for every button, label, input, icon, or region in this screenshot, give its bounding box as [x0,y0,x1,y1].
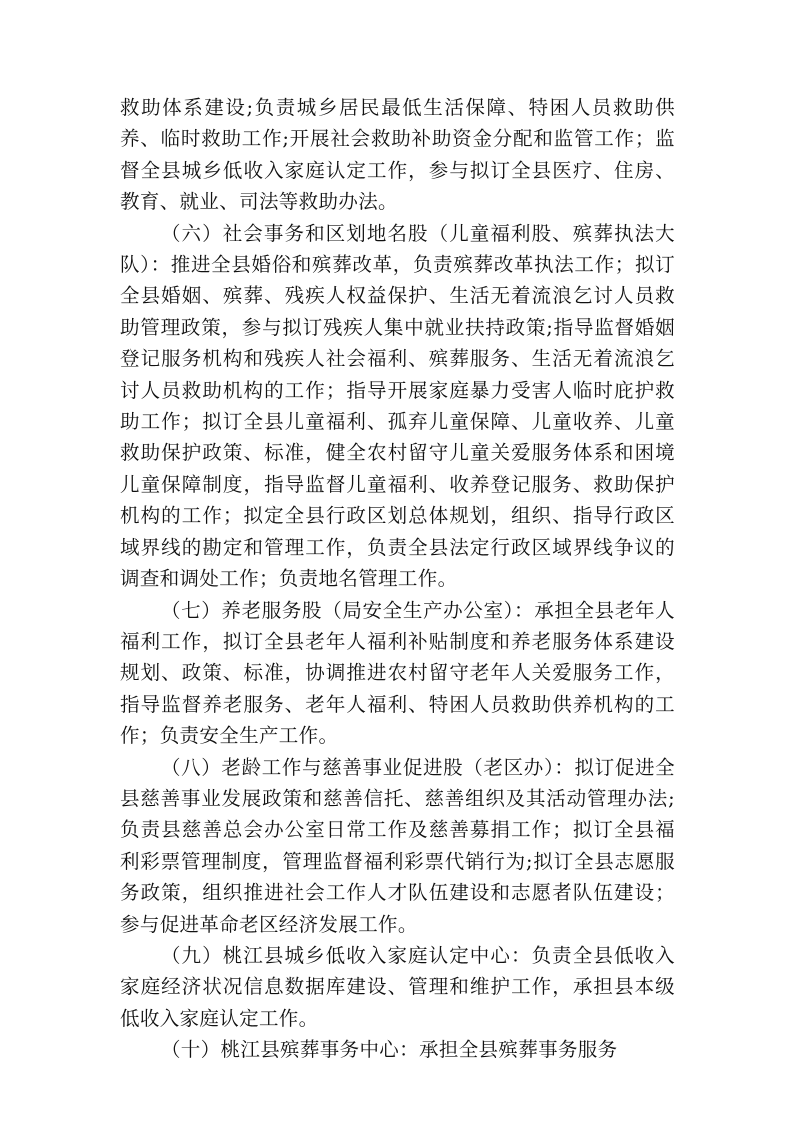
paragraph-low-income-center-section: （九）桃江县城乡低收入家庭认定中心：负责全县低收入家庭经济状况信息数据库建设、管理和维护工作，承担县本级低收入家庭认定工作。 [120,943,675,1030]
paragraph-funeral-center-section: （十）桃江县殡葬事务中心：承担全县殡葬事务服务 [160,1038,618,1062]
document-page [120,92,675,1066]
paragraph-aging-charity-section: （八）老龄工作与慈善事业促进股（老区办）：拟订促进全县慈善事业发展政策和慈善信托、慈善组织及其活动管理办法;负责县慈善总会办公室日常工作及慈善募捐工作；拟订全县福利彩票管理制度，管理监督福利彩票代销行为;拟订全县志愿服务政策，组织推进社会工作人才队伍建设和志愿者队伍建设；参与促进革命老区经济发展工作。 [120,755,675,936]
paragraph-social-affairs-section: （六）社会事务和区划地名股（儿童福利股、殡葬执法大队）：推进全县婚俗和殡葬改革，负责殡葬改革执法工作；拟订全县婚姻、殡葬、残疾人权益保护、生活无着流浪乞讨人员救助管理政策，参与拟订残疾人集中就业扶持政策;指导监督婚姻登记服务机构和残疾人社会福利、殡葬服务、生活无着流浪乞讨人员救助机构的工作；指导开展家庭暴力受害人临时庇护救助工作；拟订全县儿童福利、孤弃儿童保障、儿童收养、儿童救助保护政策、标准，健全农村留守儿童关爱服务体系和困境儿童保障制度，指导监督儿童福利、收养登记服务、救助保护机构的工作；拟定全县行政区划总体规划，组织、指导行政区域界线的勘定和管理工作，负责全县法定行政区域界线争议的调查和调处工作；负责地名管理工作。 [120,221,675,591]
paragraph-elderly-services-section: （七）养老服务股（局安全生产办公室）：承担全县老年人福利工作，拟订全县老年人福利补贴制度和养老服务体系建设规划、政策、标准，协调推进农村留守老年人关爱服务工作，指导监督养老服务、老年人福利、特困人员救助供养机构的工作；负责安全生产工作。 [120,598,675,748]
paragraph-social-assistance-continued: 救助体系建设;负责城乡居民最低生活保障、特困人员救助供养、临时救助工作;开展社会救助补助资金分配和监管工作；监督全县城乡低收入家庭认定工作，参与拟订全县医疗、住房、教育、就业、司法等救助办法。 [120,96,675,214]
